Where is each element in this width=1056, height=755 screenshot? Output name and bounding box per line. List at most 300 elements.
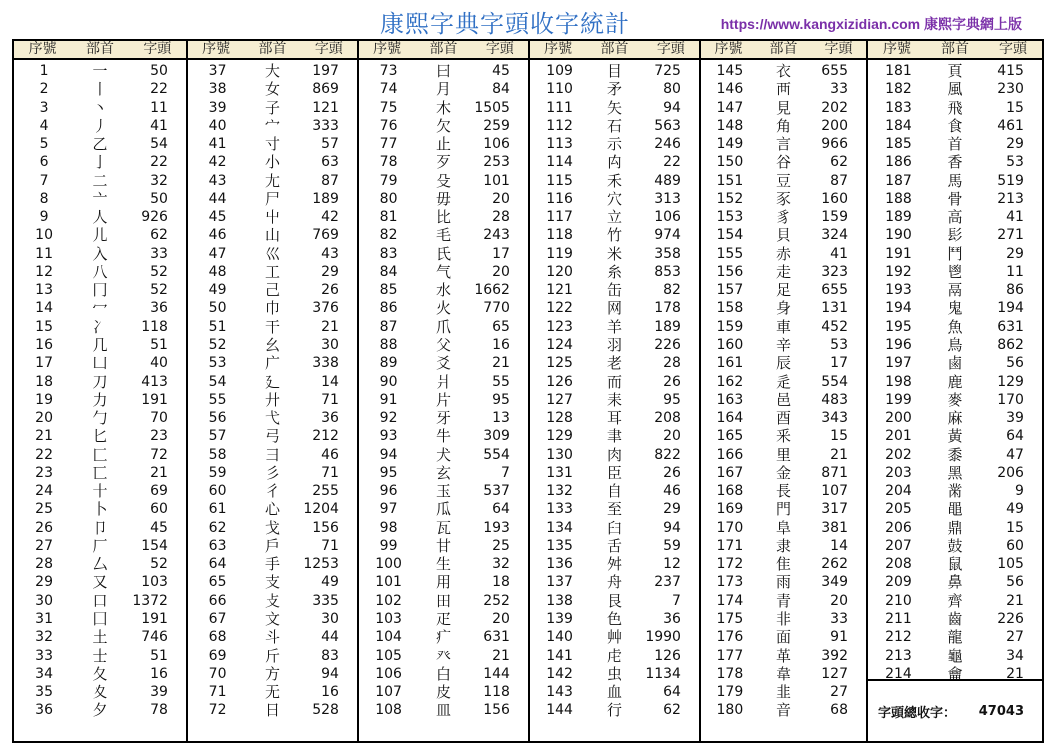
character-count: 57 — [321, 136, 339, 153]
radical: 首 — [947, 135, 963, 154]
serial-number: 67 — [208, 610, 227, 627]
radical: 生 — [435, 555, 451, 574]
serial-number: 199 — [885, 391, 912, 408]
radical: 瓦 — [435, 518, 451, 537]
radical: 丨 — [92, 80, 108, 99]
character-count: 15 — [830, 428, 848, 445]
table-row — [530, 409, 699, 427]
radical: 夊 — [92, 683, 108, 702]
radical: 爿 — [435, 372, 451, 391]
character-count: 87 — [321, 172, 339, 189]
table-row — [359, 226, 528, 244]
table-row — [14, 573, 186, 591]
radical: 臣 — [606, 463, 622, 482]
table-row — [530, 683, 699, 701]
serial-number: 171 — [716, 537, 744, 554]
table-row — [188, 500, 357, 518]
radical: 土 — [92, 628, 108, 647]
character-count: 82 — [663, 282, 681, 299]
table-row — [701, 281, 866, 299]
radical: 舟 — [606, 573, 622, 592]
character-count: 631 — [997, 318, 1024, 335]
table-row — [701, 446, 866, 464]
table-row — [530, 245, 699, 263]
serial-number: 46 — [208, 227, 227, 244]
radical: 鬯 — [947, 262, 963, 281]
table-row — [868, 500, 1042, 518]
serial-number: 50 — [208, 300, 227, 317]
table-column-group — [528, 41, 699, 741]
table-row — [701, 665, 866, 683]
serial-number: 77 — [379, 136, 398, 153]
character-count: 106 — [483, 136, 510, 153]
table-row — [359, 135, 528, 153]
radical: 几 — [92, 335, 108, 354]
table-row — [14, 446, 186, 464]
radical: 戈 — [264, 518, 280, 537]
radical: 酉 — [775, 409, 791, 428]
character-count: 376 — [312, 300, 339, 317]
serial-number: 184 — [885, 117, 912, 134]
table-row — [701, 135, 866, 153]
character-count: 56 — [1006, 355, 1024, 372]
radical: 十 — [92, 482, 108, 501]
character-count: 126 — [654, 647, 681, 664]
character-count: 862 — [997, 336, 1024, 353]
radical: 隹 — [775, 555, 791, 574]
character-count: 26 — [663, 373, 681, 390]
radical: 玉 — [435, 482, 451, 501]
character-count: 52 — [150, 556, 168, 573]
character-count: 36 — [663, 610, 681, 627]
character-count: 16 — [150, 665, 168, 682]
radical: 馬 — [947, 171, 963, 190]
serial-number: 159 — [716, 318, 744, 335]
serial-number: 81 — [379, 209, 398, 226]
character-count: 49 — [321, 574, 339, 591]
character-count: 212 — [312, 428, 339, 445]
character-count: 105 — [997, 556, 1024, 573]
character-count: 563 — [654, 117, 681, 134]
radical: 齒 — [947, 609, 963, 628]
table-row — [14, 464, 186, 482]
serial-number: 180 — [716, 702, 744, 719]
radical: 士 — [92, 646, 108, 665]
table-row — [188, 464, 357, 482]
table-row — [701, 482, 866, 500]
character-count: 86 — [1006, 282, 1024, 299]
character-count: 554 — [483, 446, 510, 463]
serial-number: 16 — [35, 336, 53, 353]
table-row — [14, 226, 186, 244]
radical-statistics-table — [12, 39, 1044, 743]
radical: 大 — [264, 62, 280, 80]
serial-number: 45 — [208, 209, 227, 226]
table-row — [868, 281, 1042, 299]
radical: 目 — [606, 62, 622, 80]
serial-number: 3 — [39, 99, 49, 116]
character-count: 87 — [830, 172, 848, 189]
character-count: 452 — [821, 318, 848, 335]
radical: 行 — [606, 701, 622, 720]
table-row — [868, 336, 1042, 354]
serial-number: 49 — [208, 282, 227, 299]
table-row — [188, 62, 357, 80]
radical: 隶 — [775, 536, 791, 555]
serial-number: 79 — [379, 172, 398, 189]
radical: 禸 — [606, 153, 622, 172]
table-row — [530, 628, 699, 646]
radical: 山 — [264, 226, 280, 245]
character-count: 966 — [821, 136, 848, 153]
character-count: 21 — [830, 446, 848, 463]
table-row — [868, 99, 1042, 117]
radical: 鼠 — [947, 555, 963, 574]
character-count: 51 — [150, 647, 168, 664]
serial-number: 54 — [208, 373, 227, 390]
table-row — [530, 172, 699, 190]
serial-number: 207 — [885, 537, 912, 554]
serial-number: 51 — [208, 318, 227, 335]
character-count: 25 — [492, 537, 510, 554]
character-count: 769 — [312, 227, 339, 244]
character-count: 27 — [830, 684, 848, 701]
serial-number: 176 — [716, 629, 744, 646]
serial-number: 129 — [546, 428, 573, 445]
character-count: 262 — [821, 556, 848, 573]
character-count: 255 — [312, 483, 339, 500]
radical: 邑 — [775, 390, 791, 409]
table-row — [359, 500, 528, 518]
website-link[interactable] — [721, 14, 1022, 34]
character-count: 335 — [312, 592, 339, 609]
table-row — [14, 153, 186, 171]
character-count: 71 — [321, 537, 339, 554]
character-count: 107 — [821, 483, 848, 500]
serial-number: 150 — [716, 154, 744, 171]
rows-container — [530, 60, 699, 720]
radical: 鼻 — [947, 573, 963, 592]
radical: 网 — [606, 299, 622, 318]
character-count: 71 — [321, 391, 339, 408]
table-row — [14, 500, 186, 518]
character-count: 12 — [663, 556, 681, 573]
table-row — [868, 318, 1042, 336]
table-row — [701, 117, 866, 135]
character-count: 103 — [141, 574, 168, 591]
serial-number: 203 — [885, 464, 912, 481]
serial-number: 64 — [208, 556, 227, 573]
serial-number: 117 — [546, 209, 573, 226]
table-row — [530, 610, 699, 628]
serial-number: 134 — [546, 519, 573, 536]
serial-number: 137 — [546, 574, 573, 591]
character-count: 213 — [997, 190, 1024, 207]
table-row — [701, 354, 866, 372]
character-count: 20 — [492, 610, 510, 627]
character-count: 655 — [821, 63, 848, 79]
table-row — [188, 482, 357, 500]
character-count: 30 — [321, 610, 339, 627]
serial-number: 91 — [379, 391, 398, 408]
character-count: 237 — [654, 574, 681, 591]
radical: 阜 — [775, 518, 791, 537]
radical: 田 — [435, 591, 451, 610]
radical: 里 — [775, 445, 791, 464]
radical: 衣 — [775, 62, 791, 80]
radical: 而 — [606, 372, 622, 391]
character-count: 349 — [821, 574, 848, 591]
radical: 力 — [92, 390, 108, 409]
table-row — [14, 373, 186, 391]
table-row — [701, 391, 866, 409]
serial-header: 序號 — [202, 41, 231, 57]
radical: 儿 — [92, 226, 108, 245]
character-count: 21 — [1006, 665, 1024, 682]
radical: 艸 — [606, 628, 622, 647]
character-count: 52 — [150, 282, 168, 299]
table-row — [868, 555, 1042, 573]
table-row — [359, 446, 528, 464]
table-row — [359, 628, 528, 646]
character-count: 20 — [830, 592, 848, 609]
table-row — [530, 62, 699, 80]
serial-number: 66 — [208, 592, 227, 609]
table-row — [359, 610, 528, 628]
character-count: 52 — [150, 263, 168, 280]
radical: 卩 — [92, 518, 108, 537]
radical: 支 — [264, 573, 280, 592]
serial-number: 13 — [35, 282, 53, 299]
table-row — [188, 555, 357, 573]
serial-number: 209 — [885, 574, 912, 591]
radical: 缶 — [606, 281, 622, 300]
serial-number: 160 — [716, 336, 744, 353]
radical: 矛 — [606, 80, 622, 99]
radical: 身 — [775, 299, 791, 318]
serial-number: 101 — [375, 574, 402, 591]
character-count: 64 — [1006, 428, 1024, 445]
character-count: 20 — [492, 263, 510, 280]
rows-container — [14, 60, 186, 720]
character-count: 869 — [312, 81, 339, 98]
radical: 弓 — [264, 427, 280, 446]
table-row — [701, 701, 866, 719]
serial-number: 55 — [208, 391, 227, 408]
character-count: 7 — [501, 464, 510, 481]
serial-number: 63 — [208, 537, 227, 554]
character-count: 324 — [821, 227, 848, 244]
character-count: 28 — [663, 355, 681, 372]
radical: 巛 — [264, 244, 280, 263]
page-header — [0, 0, 1056, 38]
serial-number: 121 — [546, 282, 573, 299]
serial-number: 195 — [885, 318, 912, 335]
serial-number: 103 — [375, 610, 402, 627]
radical: 气 — [435, 262, 451, 281]
table-row — [868, 153, 1042, 171]
table-row — [530, 135, 699, 153]
radical: 石 — [606, 116, 622, 135]
serial-number: 132 — [546, 483, 573, 500]
table-row — [188, 336, 357, 354]
table-row — [14, 117, 186, 135]
table-row — [868, 519, 1042, 537]
serial-number: 198 — [885, 373, 912, 390]
radical: 疋 — [435, 609, 451, 628]
character-count: 64 — [663, 684, 681, 701]
radical: 鼎 — [947, 518, 963, 537]
serial-number: 110 — [546, 81, 573, 98]
character-count: 83 — [321, 647, 339, 664]
table-row — [868, 62, 1042, 80]
character-count: 33 — [150, 245, 168, 262]
radical: 凵 — [92, 354, 108, 373]
character-count: 26 — [321, 282, 339, 299]
table-row — [530, 263, 699, 281]
radical: 韋 — [775, 664, 791, 683]
radical: 臼 — [606, 518, 622, 537]
table-row — [359, 117, 528, 135]
character-count: 27 — [1006, 629, 1024, 646]
character-count: 202 — [821, 99, 848, 116]
table-row — [868, 628, 1042, 646]
table-row — [188, 99, 357, 117]
serial-number: 26 — [35, 519, 53, 536]
serial-number: 145 — [716, 63, 744, 79]
table-row — [359, 391, 528, 409]
character-count: 15 — [1006, 99, 1024, 116]
character-count: 39 — [150, 684, 168, 701]
radical: 卜 — [92, 500, 108, 519]
radical: 彳 — [264, 482, 280, 501]
table-row — [188, 226, 357, 244]
column-header-row — [188, 41, 357, 60]
radical-header: 部首 — [941, 41, 969, 57]
radical: 冂 — [92, 281, 108, 300]
character-count: 926 — [141, 209, 168, 226]
character-count: 770 — [483, 300, 510, 317]
radical: 鬲 — [947, 281, 963, 300]
radical: 血 — [606, 683, 622, 702]
character-count: 118 — [141, 318, 168, 335]
character-count: 1253 — [303, 556, 339, 573]
serial-number: 10 — [35, 227, 53, 244]
radical: 辛 — [775, 335, 791, 354]
table-row — [14, 409, 186, 427]
serial-number: 87 — [379, 318, 398, 335]
table-row — [188, 208, 357, 226]
radical: 耒 — [606, 390, 622, 409]
radical: 爪 — [435, 317, 451, 336]
table-row — [530, 190, 699, 208]
rows-container — [701, 60, 866, 720]
radical: 雨 — [775, 573, 791, 592]
character-count: 129 — [997, 373, 1024, 390]
serial-number: 8 — [39, 190, 49, 207]
character-count: 95 — [663, 391, 681, 408]
table-row — [530, 519, 699, 537]
radical: 龜 — [947, 646, 963, 665]
serial-number: 204 — [885, 483, 912, 500]
character-count: 45 — [492, 63, 510, 79]
serial-number: 143 — [546, 684, 573, 701]
table-row — [701, 190, 866, 208]
serial-number: 192 — [885, 263, 912, 280]
serial-number: 12 — [35, 263, 53, 280]
radical: 自 — [606, 482, 622, 501]
radical: 艮 — [606, 591, 622, 610]
table-row — [868, 647, 1042, 665]
table-row — [188, 80, 357, 98]
website-url[interactable]: https://www.kangxizidian.com — [720, 16, 921, 32]
radical: 鹵 — [947, 354, 963, 373]
character-count: 54 — [150, 136, 168, 153]
table-row — [868, 245, 1042, 263]
table-row — [188, 263, 357, 281]
radical: 曰 — [435, 62, 451, 80]
serial-number: 183 — [885, 99, 912, 116]
table-row — [359, 318, 528, 336]
table-row — [868, 446, 1042, 464]
serial-number: 68 — [208, 629, 227, 646]
total-summary — [868, 679, 1042, 741]
serial-number: 5 — [39, 136, 49, 153]
radical: 鳥 — [947, 335, 963, 354]
radical: 鹿 — [947, 372, 963, 391]
serial-number: 153 — [716, 209, 744, 226]
table-row — [188, 281, 357, 299]
serial-header: 序號 — [883, 41, 911, 57]
character-count: 78 — [150, 702, 168, 719]
radical: 辰 — [775, 354, 791, 373]
radical: 冫 — [92, 317, 108, 336]
radical: 癶 — [435, 646, 451, 665]
character-count: 528 — [312, 702, 339, 719]
serial-number: 130 — [546, 446, 573, 463]
character-count: 253 — [483, 154, 510, 171]
table-column-group — [699, 41, 866, 741]
radical: 宀 — [264, 116, 280, 135]
radical: 面 — [775, 628, 791, 647]
radical: 耳 — [606, 409, 622, 428]
table-row — [868, 354, 1042, 372]
radical: 走 — [775, 262, 791, 281]
character-count: 23 — [150, 428, 168, 445]
table-row — [359, 592, 528, 610]
serial-number: 15 — [35, 318, 53, 335]
serial-number: 18 — [35, 373, 53, 390]
character-count: 333 — [312, 117, 339, 134]
table-row — [14, 299, 186, 317]
serial-number: 202 — [885, 446, 912, 463]
serial-number: 30 — [35, 592, 53, 609]
character-count: 21 — [321, 318, 339, 335]
radical: 父 — [435, 335, 451, 354]
radical: 用 — [435, 573, 451, 592]
radical: 片 — [435, 390, 451, 409]
character-count: 29 — [1006, 245, 1024, 262]
table-row — [14, 555, 186, 573]
serial-number: 22 — [35, 446, 53, 463]
table-row — [701, 245, 866, 263]
table-row — [530, 537, 699, 555]
table-row — [359, 409, 528, 427]
serial-number: 24 — [35, 483, 53, 500]
serial-number: 138 — [546, 592, 573, 609]
serial-number: 85 — [379, 282, 398, 299]
serial-number: 140 — [546, 629, 573, 646]
